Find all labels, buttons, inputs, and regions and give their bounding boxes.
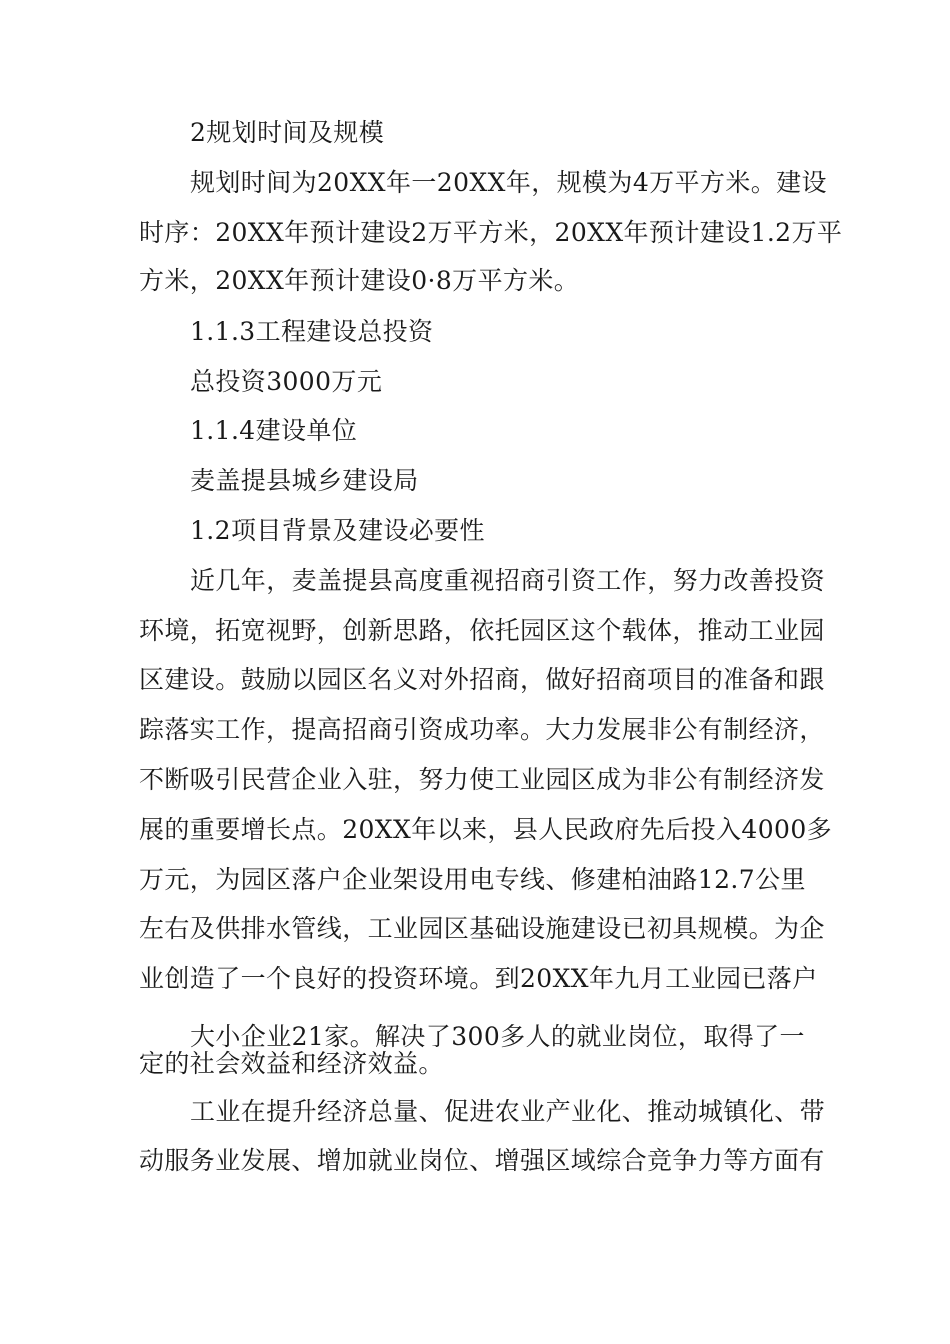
paragraph-line: 总投资3000万元 [190,367,383,396]
paragraph-line: 左右及供排水管线，工业园区基础设施建设已初具规模。为企 [139,914,825,943]
section-heading-construction-unit: 1.1.4建设单位 [190,416,358,445]
paragraph-line: 业创造了一个良好的投资环境。到20XX年九月工业园已落户 [139,964,818,993]
paragraph-line: 定的社会效益和经济效益。 [139,1049,444,1078]
paragraph-line: 大小企业21家。解决了300多人的就业岗位，取得了一 [190,1022,805,1051]
paragraph-line: 踪落实工作，提高招商引资成功率。大力发展非公有制经济， [139,715,825,744]
paragraph-line: 区建设。鼓励以园区名义对外招商，做好招商项目的准备和跟 [139,665,825,694]
paragraph-line: 工业在提升经济总量、促进农业产业化、推动城镇化、带 [190,1097,826,1126]
paragraph-line: 环境，拓宽视野，创新思路，依托园区这个载体，推动工业园 [139,616,825,645]
paragraph-line: 动服务业发展、增加就业岗位、增强区域综合竞争力等方面有 [139,1146,825,1175]
paragraph-line: 时序：20XX年预计建设2万平方米，20XX年预计建设1.2万平 [139,218,843,247]
paragraph-line: 万元，为园区落户企业架设用电专线、修建柏油路12.7公里 [139,865,806,894]
paragraph-line: 规划时间为20XX年一20XX年，规模为4万平方米。建设 [190,168,827,197]
section-heading-planning-time: 2规划时间及规模 [190,118,385,147]
paragraph-line: 展的重要增长点。20XX年以来，县人民政府先后投入4000多 [139,815,833,844]
paragraph-line: 近几年，麦盖提县高度重视招商引资工作，努力改善投资 [190,566,826,595]
paragraph-line: 麦盖提县城乡建设局 [190,466,419,495]
section-heading-background: 1.2项目背景及建设必要性 [190,516,485,545]
section-heading-investment: 1.1.3工程建设总投资 [190,317,434,346]
paragraph-line: 不断吸引民营企业入驻，努力使工业园区成为非公有制经济发 [139,765,825,794]
paragraph-line: 方米，20XX年预计建设0·8万平方米。 [139,266,580,295]
